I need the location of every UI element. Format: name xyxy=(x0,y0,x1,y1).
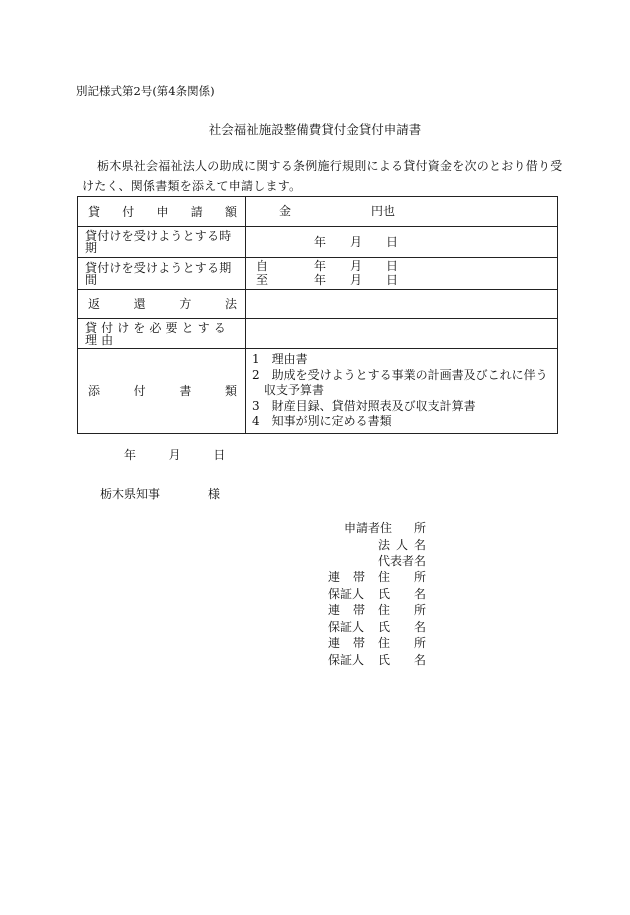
year-label: 年 xyxy=(124,448,137,462)
label-char: 貸 xyxy=(88,204,101,219)
applicant-address-char: 住 xyxy=(380,521,393,535)
form-number: 別記様式第2号(第4条関係) xyxy=(76,84,215,98)
value-repayment-method[interactable] xyxy=(246,290,558,319)
year-label: 年 xyxy=(314,259,327,273)
label-attachments xyxy=(78,349,246,434)
label-char: 付 xyxy=(133,383,146,398)
row-loan-period xyxy=(78,258,558,290)
corp-name-char: 名 xyxy=(414,538,427,552)
guarantor-char: 名 xyxy=(414,620,427,634)
guarantor-char: 氏 xyxy=(378,587,391,601)
attachment-item: 3 財産目録、貸借対照表及び収支計算書 xyxy=(252,398,476,413)
guarantor-char: 連 xyxy=(328,570,341,584)
amount-prefix: 金 xyxy=(279,204,292,218)
label-char: 還 xyxy=(133,297,146,311)
from-label: 自 xyxy=(256,259,269,273)
label-text: 貸付けを受けようとする期間 xyxy=(85,260,232,287)
attachment-item: 4 知事が別に定める書類 xyxy=(252,414,392,428)
month-label: 月 xyxy=(350,273,363,287)
addressee-name: 栃木県知事 xyxy=(100,487,161,501)
intro-line-1: 栃木県社会福祉法人の助成に関する条例施行規則による貸付資金を次のとおり借り受 xyxy=(97,159,563,173)
value-attachments xyxy=(246,349,558,434)
label-char: 類 xyxy=(224,383,237,398)
day-label: 日 xyxy=(386,259,399,273)
guarantor-char: 帯 xyxy=(353,636,366,650)
year-label: 年 xyxy=(314,273,327,287)
application-table xyxy=(77,196,558,434)
label-char: 方 xyxy=(179,297,192,311)
guarantor-char: 所 xyxy=(414,570,427,584)
guarantor-char: 住 xyxy=(378,570,391,584)
row-loan-timing xyxy=(78,227,558,258)
attachment-item: 収支予算書 xyxy=(252,383,325,397)
representative-label: 代表者名 xyxy=(378,554,427,568)
applicant-address-char: 所 xyxy=(414,521,427,535)
attachment-list xyxy=(246,349,557,433)
guarantor-char: 連 xyxy=(328,603,341,617)
label-loan-reason xyxy=(78,319,246,349)
row-repayment-method xyxy=(78,290,558,319)
guarantor-char: 氏 xyxy=(378,653,391,667)
label-char: 額 xyxy=(224,204,237,219)
label-char: 返 xyxy=(88,297,101,311)
row-loan-amount xyxy=(78,197,558,227)
month-label: 月 xyxy=(168,448,181,462)
corp-name-char: 法 xyxy=(378,538,391,552)
value-loan-timing[interactable] xyxy=(246,227,558,258)
guarantor-char: 住 xyxy=(378,636,391,650)
guarantor-char: 帯 xyxy=(353,570,366,584)
guarantor-char: 帯 xyxy=(353,603,366,617)
guarantor-char: 所 xyxy=(414,636,427,650)
corp-name-char: 人 xyxy=(396,538,409,552)
guarantor-char: 氏 xyxy=(378,620,391,634)
label-loan-timing xyxy=(78,227,246,258)
label-char: 請 xyxy=(190,204,203,219)
month-label: 月 xyxy=(350,235,363,249)
row-attachments xyxy=(78,349,558,434)
label-char: 付 xyxy=(122,204,135,219)
guarantor-label: 保証人 xyxy=(328,587,365,601)
day-label: 日 xyxy=(386,235,399,249)
label-text: 貸付けを受けようとする時期 xyxy=(85,229,232,255)
document-title: 社会福祉施設整備費貸付金貸付申請書 xyxy=(208,122,422,137)
guarantor-char: 住 xyxy=(378,603,391,617)
attachment-item: 2 助成を受けようとする事業の計画書及びこれに伴う xyxy=(252,367,548,382)
day-label: 日 xyxy=(386,273,399,287)
intro-line-2: けたく、関係書類を添えて申請します。 xyxy=(82,179,302,193)
label-repayment-method xyxy=(78,290,246,319)
guarantor-label: 保証人 xyxy=(328,653,365,667)
to-label: 至 xyxy=(256,273,269,287)
applicant-role: 申請者 xyxy=(344,521,381,535)
label-loan-period xyxy=(78,258,246,290)
application-date[interactable] xyxy=(124,449,225,461)
amount-suffix: 円也 xyxy=(371,204,396,218)
label-char: 添 xyxy=(88,383,101,398)
year-label: 年 xyxy=(314,235,327,249)
day-label: 日 xyxy=(213,448,226,462)
guarantor-char: 連 xyxy=(328,636,341,650)
guarantor-char: 所 xyxy=(414,603,427,617)
label-char: 法 xyxy=(224,297,237,311)
value-loan-period[interactable] xyxy=(246,258,558,290)
guarantor-char: 名 xyxy=(414,653,427,667)
value-loan-amount[interactable] xyxy=(246,197,558,227)
label-char: 申 xyxy=(156,204,169,219)
guarantor-label: 保証人 xyxy=(328,620,365,634)
addressee-honorific: 様 xyxy=(208,487,221,501)
label-char: 書 xyxy=(179,383,192,398)
month-label: 月 xyxy=(350,259,363,273)
label-text: 貸付けを必要とする理由 xyxy=(85,320,230,347)
guarantor-char: 名 xyxy=(414,587,427,601)
row-loan-reason xyxy=(78,319,558,349)
label-loan-amount xyxy=(78,197,246,227)
value-loan-reason[interactable] xyxy=(246,319,558,349)
attachment-item: 1 理由書 xyxy=(252,352,308,366)
